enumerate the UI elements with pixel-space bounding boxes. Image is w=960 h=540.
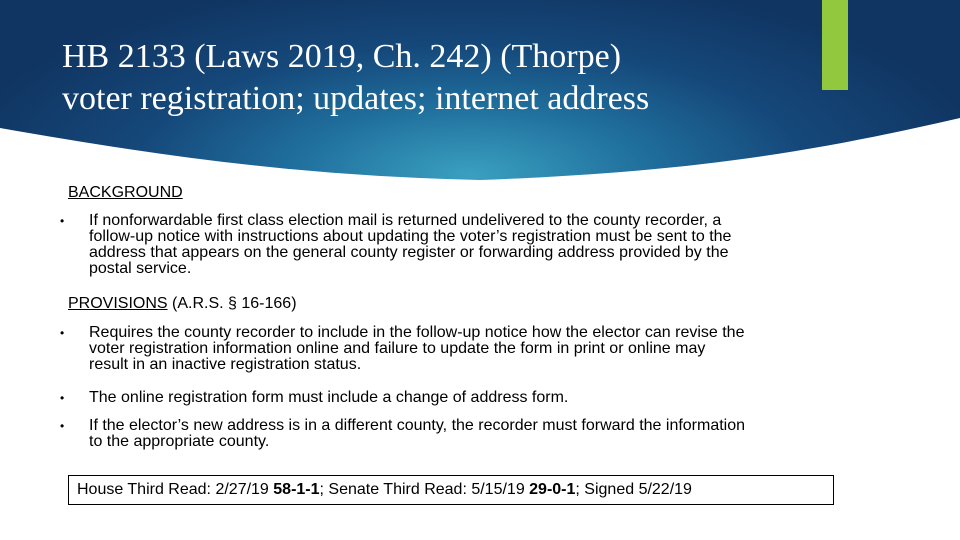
provisions-heading-label: PROVISIONS	[68, 295, 168, 312]
text-line: to the appropriate county.	[89, 433, 270, 450]
text-line: Requires the county recorder to include in the follow-up notice how the elector can revise the	[89, 324, 745, 341]
text-line: If nonforwardable first class election mail is returned undelivered to the county recorder, a	[89, 212, 722, 229]
provisions-heading	[68, 296, 297, 312]
text-line: address that appears on the general county register or forwarding address provided by the	[89, 244, 729, 261]
bullet-marker: •	[60, 419, 65, 433]
bullet-marker: •	[60, 391, 65, 405]
senate-read-label: ; Senate Third Read: 5/15/19	[319, 481, 530, 498]
provisions-bullet-3	[89, 418, 879, 450]
bullet-marker: •	[60, 326, 65, 340]
title-line-2: voter registration; updates; internet address	[62, 80, 650, 117]
provisions-bullet-1	[89, 325, 879, 373]
background-heading: BACKGROUND	[68, 184, 183, 201]
text-line: postal service.	[89, 260, 192, 277]
text-line: The online registration form must include a change of address form.	[89, 389, 569, 406]
bullet-marker: •	[60, 214, 65, 228]
title-line-1: HB 2133 (Laws 2019, Ch. 242) (Thorpe)	[62, 38, 622, 75]
provisions-bullet-2	[89, 390, 879, 406]
vote-summary-box	[68, 475, 834, 505]
house-vote: 58-1-1	[273, 481, 320, 498]
house-read-label: House Third Read: 2/27/19	[77, 481, 274, 498]
text-line: follow-up notice with instructions about updating the voter’s registration must be sent to the	[89, 228, 732, 245]
text-line: result in an inactive registration status.	[89, 356, 362, 373]
background-bullet-1	[89, 213, 879, 277]
signed-label: ; Signed 5/22/19	[575, 481, 692, 498]
text-line: If the elector’s new address is in a different county, the recorder must forward the information	[89, 417, 746, 434]
provisions-citation: (A.R.S. § 16-166)	[167, 295, 297, 312]
senate-vote: 29-0-1	[529, 481, 576, 498]
text-line: voter registration information online and failure to update the form in print or online may	[89, 340, 706, 357]
